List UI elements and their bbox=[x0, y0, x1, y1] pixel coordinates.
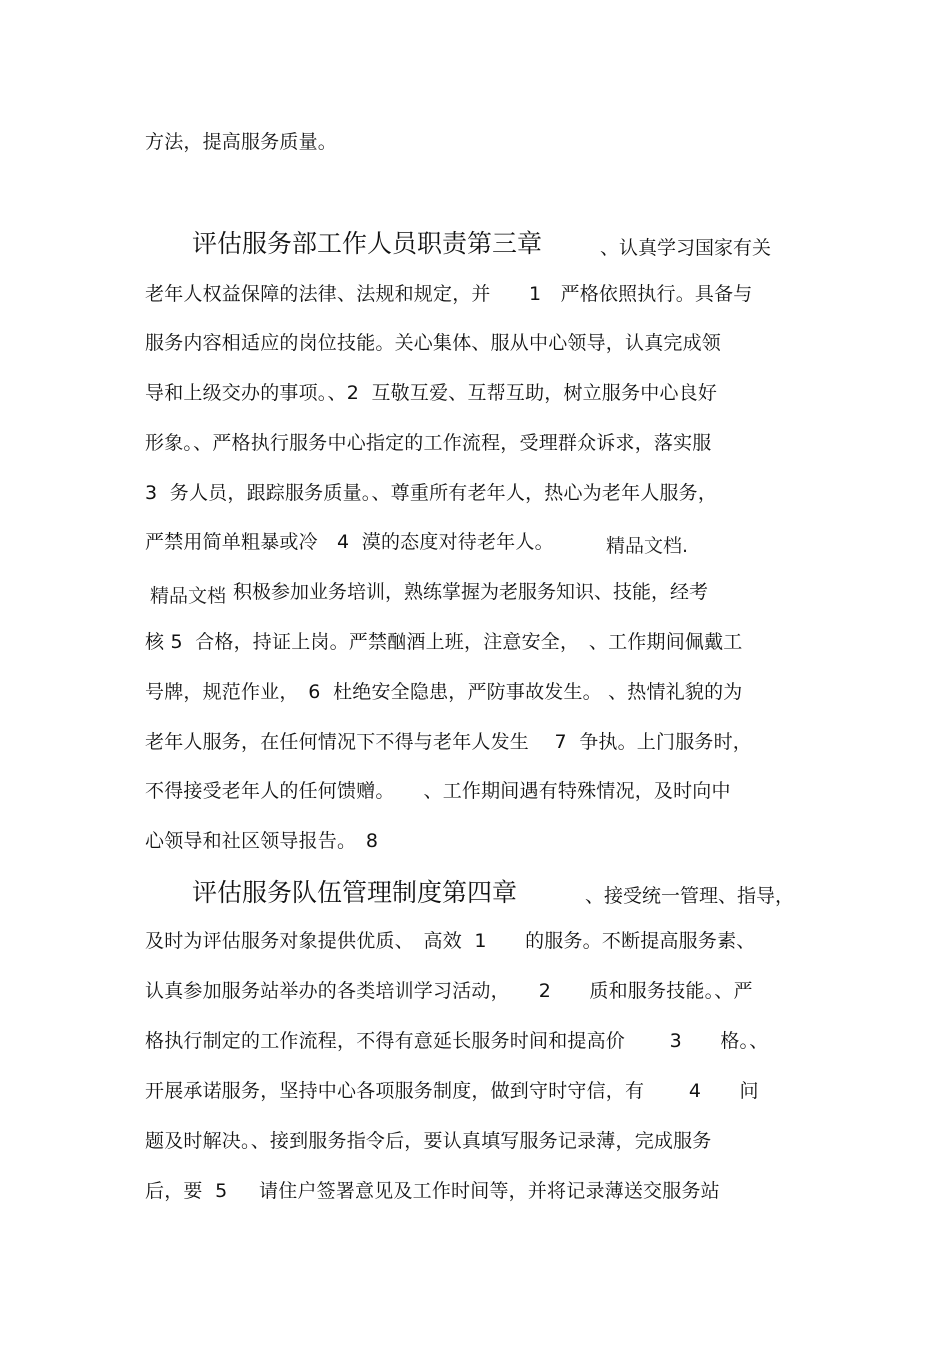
chapter3-heading-tail: 、认真学习国家有关 bbox=[600, 237, 772, 259]
chapter3-heading: 评估服务部工作人员职责第三章 bbox=[192, 229, 543, 258]
chapter3-line-12: 心领导和社区领导报告。 8 bbox=[145, 830, 379, 852]
intro-line: 方法，提高服务质量。 bbox=[145, 131, 338, 153]
chapter3-line-9: 号牌，规范作业， 6 杜绝安全隐患，严防事故发生。 、热情礼貌的为 bbox=[145, 681, 743, 703]
chapter4-line-2: 认真参加服务站举办的各类培训学习活动， 2 质和服务技能。、严 bbox=[145, 980, 753, 1002]
watermark-text-1: 精品文档. bbox=[606, 535, 689, 557]
chapter4-line-6: 后，要 5 请住户签署意见及工作时间等，并将记录薄送交服务站 bbox=[145, 1180, 720, 1202]
chapter4-heading: 评估服务队伍管理制度第四章 bbox=[192, 878, 518, 907]
chapter3-line-4: 形象。、严格执行服务中心指定的工作流程，受理群众诉求，落实服 bbox=[145, 432, 712, 454]
chapter4-line-4: 开展承诺服务，坚持中心各项服务制度，做到守时守信，有 4 问 bbox=[145, 1080, 759, 1102]
chapter3-line-2: 服务内容相适应的岗位技能。关心集体、服从中心领导，认真完成领 bbox=[145, 332, 722, 354]
chapter3-line-1: 老年人权益保障的法律、法规和规定，并 1 严格依照执行。具备与 bbox=[145, 283, 753, 305]
chapter4-line-1: 及时为评估服务对象提供优质、 高效 1 的服务。不断提高服务素、 bbox=[145, 930, 756, 952]
chapter4-heading-tail: 、接受统一管理、指导， bbox=[585, 885, 795, 907]
chapter3-line-8: 核 5 合格，持证上岗。严禁酗酒上班，注意安全， 、工作期间佩戴工 bbox=[145, 631, 743, 653]
chapter3-line-7: 、积极参加业务培训，熟练掌握为老服务知识、技能，经考 bbox=[214, 581, 709, 603]
watermark-text-2: 精品文档 bbox=[150, 585, 227, 607]
chapter4-line-5: 题及时解决。、接到服务指令后，要认真填写服务记录薄，完成服务 bbox=[145, 1130, 712, 1152]
chapter4-line-3: 格执行制定的工作流程，不得有意延长服务时间和提高价 3 格。、 bbox=[145, 1030, 769, 1052]
chapter3-line-11: 不得接受老年人的任何馈赠。 、工作期间遇有特殊情况，及时向中 bbox=[145, 780, 731, 802]
chapter3-line-5: 3 务人员，跟踪服务质量。、尊重所有老年人，热心为老年人服务， bbox=[145, 482, 718, 504]
chapter3-line-3: 导和上级交办的事项。、2 互敬互爱、互帮互助，树立服务中心良好 bbox=[145, 382, 718, 404]
chapter3-line-6: 严禁用简单粗暴或冷 4 漠的态度对待老年人。 bbox=[145, 531, 554, 553]
chapter3-line-10: 老年人服务，在任何情况下不得与老年人发生 7 争执。上门服务时， bbox=[145, 731, 753, 753]
